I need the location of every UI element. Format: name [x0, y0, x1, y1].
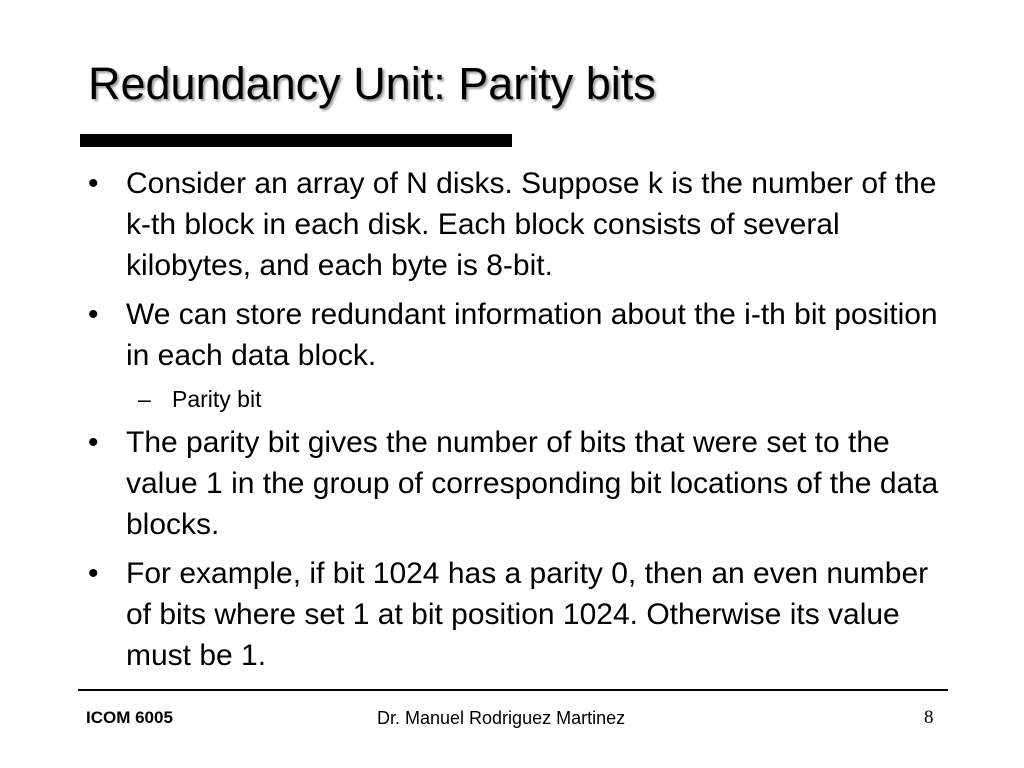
footer-author: Dr. Manuel Rodriguez Martinez: [377, 708, 626, 728]
footer-divider: [78, 689, 948, 691]
sub-bullet-list: [126, 384, 948, 414]
bullet-item: [88, 163, 948, 286]
sub-bullet-item: [126, 384, 948, 414]
bullet-list: [88, 163, 948, 684]
bullet-item: [88, 553, 948, 676]
bullet-dot-icon: •: [88, 298, 99, 331]
slide-title: Redundancy Unit: Parity bits: [88, 58, 656, 109]
dash-icon: –: [138, 386, 151, 412]
footer-course-code: ICOM 6005: [86, 708, 173, 727]
bullet-text: For example, if bit 1024 has a parity 0, then an even number of bits where set 1 at bit position 1024. Otherwise its value must be 1.: [126, 557, 929, 672]
bullet-text: Consider an array of N disks. Suppose k is the number of the k-th block in each disk. Each block consists of several kilobytes, and each byte is 8-bit.: [126, 167, 937, 282]
bullet-text: The parity bit gives the number of bits that were set to the value 1 in the group of corresponding bit locations of the data blocks.: [126, 426, 939, 541]
bullet-dot-icon: •: [88, 167, 99, 200]
title-underline-bar: [80, 134, 512, 147]
bullet-item: [88, 422, 948, 545]
bullet-dot-icon: •: [88, 557, 99, 590]
bullet-dot-icon: •: [88, 426, 99, 459]
bullet-text: We can store redundant information about the i-th bit position in each data block.: [126, 298, 938, 372]
slide-number: 8: [924, 707, 934, 728]
bullet-item: [88, 294, 948, 414]
sub-bullet-text: Parity bit: [172, 386, 262, 412]
